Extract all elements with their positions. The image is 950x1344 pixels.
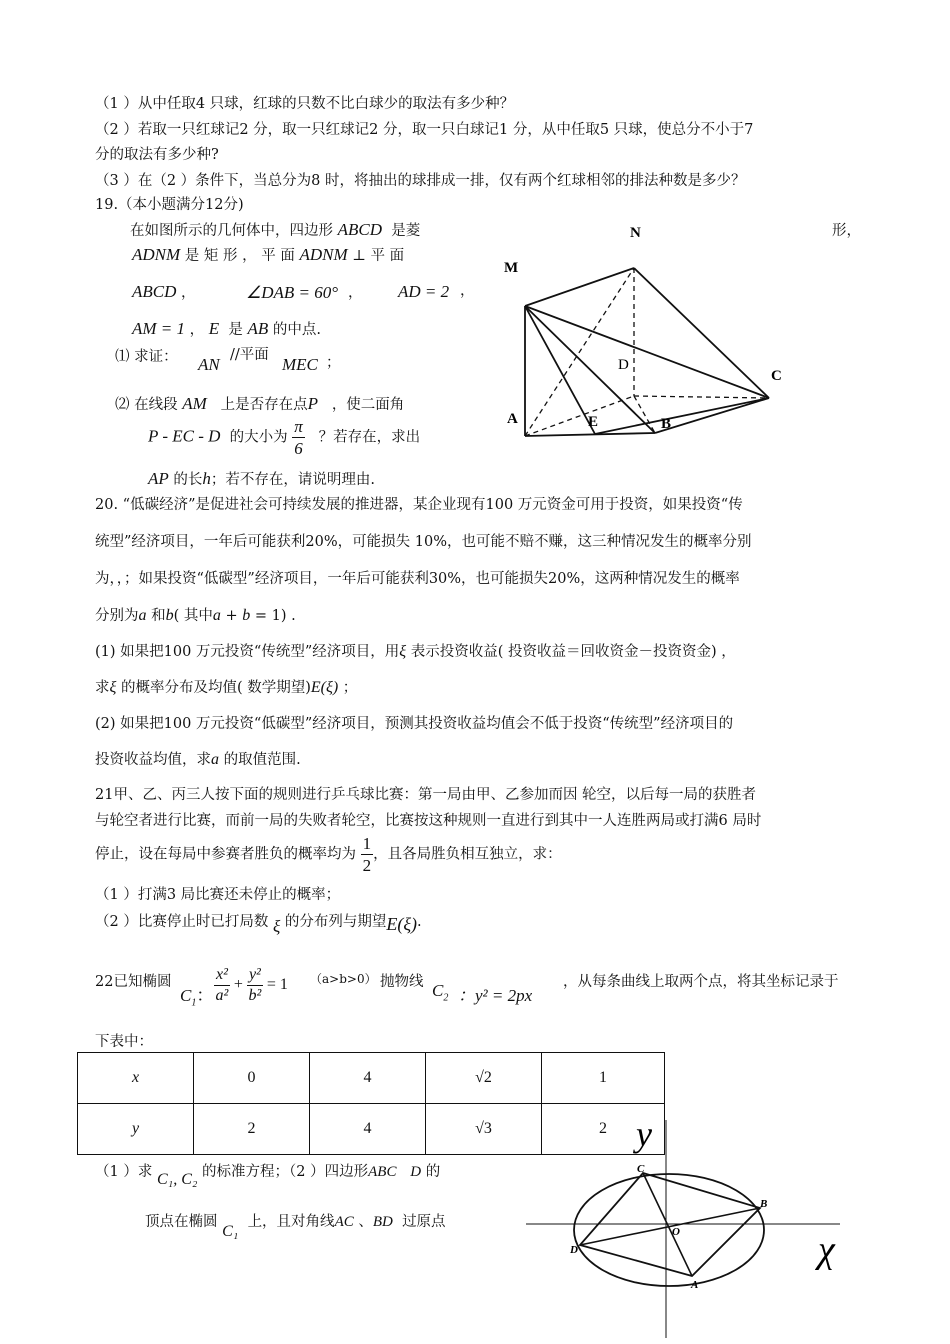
q21-part2: （2 ）比赛停止时已打局数 ξ 的分布列与期望E(ξ). xyxy=(95,914,422,936)
q22-line1-end: ，从每条曲线上取两个点，将其坐标记录于 xyxy=(563,974,839,990)
table-cell: 2 xyxy=(194,1104,310,1155)
q22-part1: （1 ）求 C₁, C₂ 的标准方程；（2 ）四边形ABC D 的 xyxy=(95,1164,441,1188)
label-N: N xyxy=(630,225,641,241)
q19-comma3: ， xyxy=(460,283,475,299)
label-M: M xyxy=(504,260,519,276)
point-A-label: A xyxy=(691,1279,699,1291)
q22-line2: 下表中： xyxy=(95,1034,153,1050)
q22-condition: （a>b>0） xyxy=(310,972,377,986)
q19-plane: //平面 xyxy=(230,347,269,363)
q19-angle: ∠DAB = 60° xyxy=(246,283,339,302)
q19-line2: ADNM 是 矩 形 ， 平 面 ADNM ⊥ 平 面 xyxy=(132,245,405,264)
table-cell: 0 xyxy=(194,1053,310,1104)
q20-line3: 为，，；如果投资“低碳型”经济项目，一年后可能获利30%，也可能损失20%，这两种情况发生的概率 xyxy=(95,571,740,587)
q20-line5: (1) 如果把100 万元投资“传统型”经济项目，用ξ 表示投资收益( 投资收益＝回收资金－投资资金) ， xyxy=(95,643,736,660)
q19-sub2-line3: AP 的长h；若不存在，请说明理由. xyxy=(148,469,375,488)
q22-ellipse-label: 22已知椭圆 xyxy=(95,974,172,990)
q21-line3: 停止，设在每局中参赛者胜负的概率均为 $\frac{1}{2}$ ，且各局胜负相互独立，求： xyxy=(95,834,562,875)
table-cell: 2 xyxy=(542,1104,665,1155)
q18-part3: （3 ）在（2 ）条件下，当总分为8 时，将抽出的球排成一排，仅有两个红球相邻的排法种数是多少？ xyxy=(95,173,746,189)
q22-parabola-eq: ：y² = 2px xyxy=(458,986,533,1005)
q21-part1: （1 ）打满3 局比赛还未停止的概率； xyxy=(95,887,341,903)
point-D-label: D xyxy=(570,1244,578,1256)
q19-line1: 在如图所示的几何体中，四边形 ABCD 是菱 xyxy=(130,220,421,239)
q19-semicolon: ； xyxy=(326,355,341,371)
point-C-label: C xyxy=(637,1163,645,1175)
q21-line1: 21甲、乙、丙三人按下面的规则进行乒乓球比赛：第一局由甲、乙参加而因 轮空，以后每一局的获胜者 xyxy=(95,787,757,803)
label-E: E xyxy=(588,414,599,430)
q19-sub2: ⑵ 在线段 AM 上是否存在点P ，使二面角 xyxy=(115,394,405,413)
q20-line6: 求ξ 的概率分布及均值( 数学期望)E(ξ) ； xyxy=(95,679,358,696)
table-cell: 4 xyxy=(310,1104,426,1155)
q18-part2b: 分的取法有多少种? xyxy=(95,147,219,163)
q19-line1-end: 形， xyxy=(832,223,861,239)
axis-y-label: y xyxy=(636,1114,652,1154)
q22-c1: $C_1$： xyxy=(180,986,214,1009)
q19-mec: MEC xyxy=(282,355,318,374)
q19-ad: AD = 2 xyxy=(398,282,450,301)
q19-sub2-line2: P - EC - D 的大小为 $\frac{\pi}{6}$ ？若存在，求出 xyxy=(148,417,421,458)
q18-part2a: （2 ）若取一只红球记2 分，取一只红球记2 分，取一只白球记1 分，从中任取5 只球，使总分不小于7 xyxy=(95,122,754,138)
q20-line2: 统型”经济项目，一年后可能获利20%，可能损失 10%，也可能不赔不赚，这三种情况发生的概率分别 xyxy=(95,534,752,550)
label-A: A xyxy=(507,411,518,427)
q22-ellipse-eq: $\frac{\text{x²}}{\text{a²}}$ + $\frac{\text{y²}}{\text{b²}}$ = 1 xyxy=(215,966,288,1004)
table-cell: √3 xyxy=(426,1104,542,1155)
origin-O-label: O xyxy=(672,1226,680,1238)
q19-sub1: ⑴ 求证： xyxy=(115,349,178,365)
q22-part2: 顶点在椭圆 C₁ 上，且对角线AC 、BD 过原点 xyxy=(145,1214,446,1240)
q22-c2: $C_2$ xyxy=(432,981,449,1004)
q19-line4: AM = 1 ， E 是 AB 的中点. xyxy=(132,319,321,338)
table-cell: x xyxy=(78,1053,194,1104)
label-C: C xyxy=(771,368,782,384)
point-B-label: B xyxy=(760,1198,768,1210)
ellipse-figure xyxy=(520,1110,860,1340)
q20-line1: 20. “低碳经济”是促进社会可持续发展的推进器，某企业现有100 万元资金可用于投资，如果投资“传 xyxy=(95,497,743,513)
q19-line3: ABCD ， xyxy=(132,282,196,301)
table-cell: 1 xyxy=(542,1053,665,1104)
q19-heading: 19.（本小题满分12分) xyxy=(95,197,244,213)
q22-parabola-label: 抛物线 xyxy=(380,974,424,990)
table-cell: 4 xyxy=(310,1053,426,1104)
table-cell: √2 xyxy=(426,1053,542,1104)
label-D: D xyxy=(618,357,629,373)
q18-part1: （1 ）从中任取4 只球，红球的只数不比白球少的取法有多少种？ xyxy=(95,96,515,112)
q20-line7: (2) 如果把100 万元投资“低碳型”经济项目，预测其投资收益均值会不低于投资“传统型”经济项目的 xyxy=(95,716,734,732)
table-cell: y xyxy=(78,1104,194,1155)
q19-comma2: ， xyxy=(348,285,363,301)
geometry-figure xyxy=(495,220,795,450)
label-B: B xyxy=(661,416,672,432)
axis-x-label: χ xyxy=(818,1229,835,1271)
q20-line4: 分别为a 和b( 其中a + b = 1) . xyxy=(95,607,296,624)
q20-line8: 投资收益均值，求a 的取值范围. xyxy=(95,751,301,768)
q21-line2: 与轮空者进行比赛，而前一局的失败者轮空，比赛按这种规则一直进行到其中一人连胜两局或打满6 局时 xyxy=(95,813,762,829)
q19-an: AN xyxy=(198,355,220,374)
